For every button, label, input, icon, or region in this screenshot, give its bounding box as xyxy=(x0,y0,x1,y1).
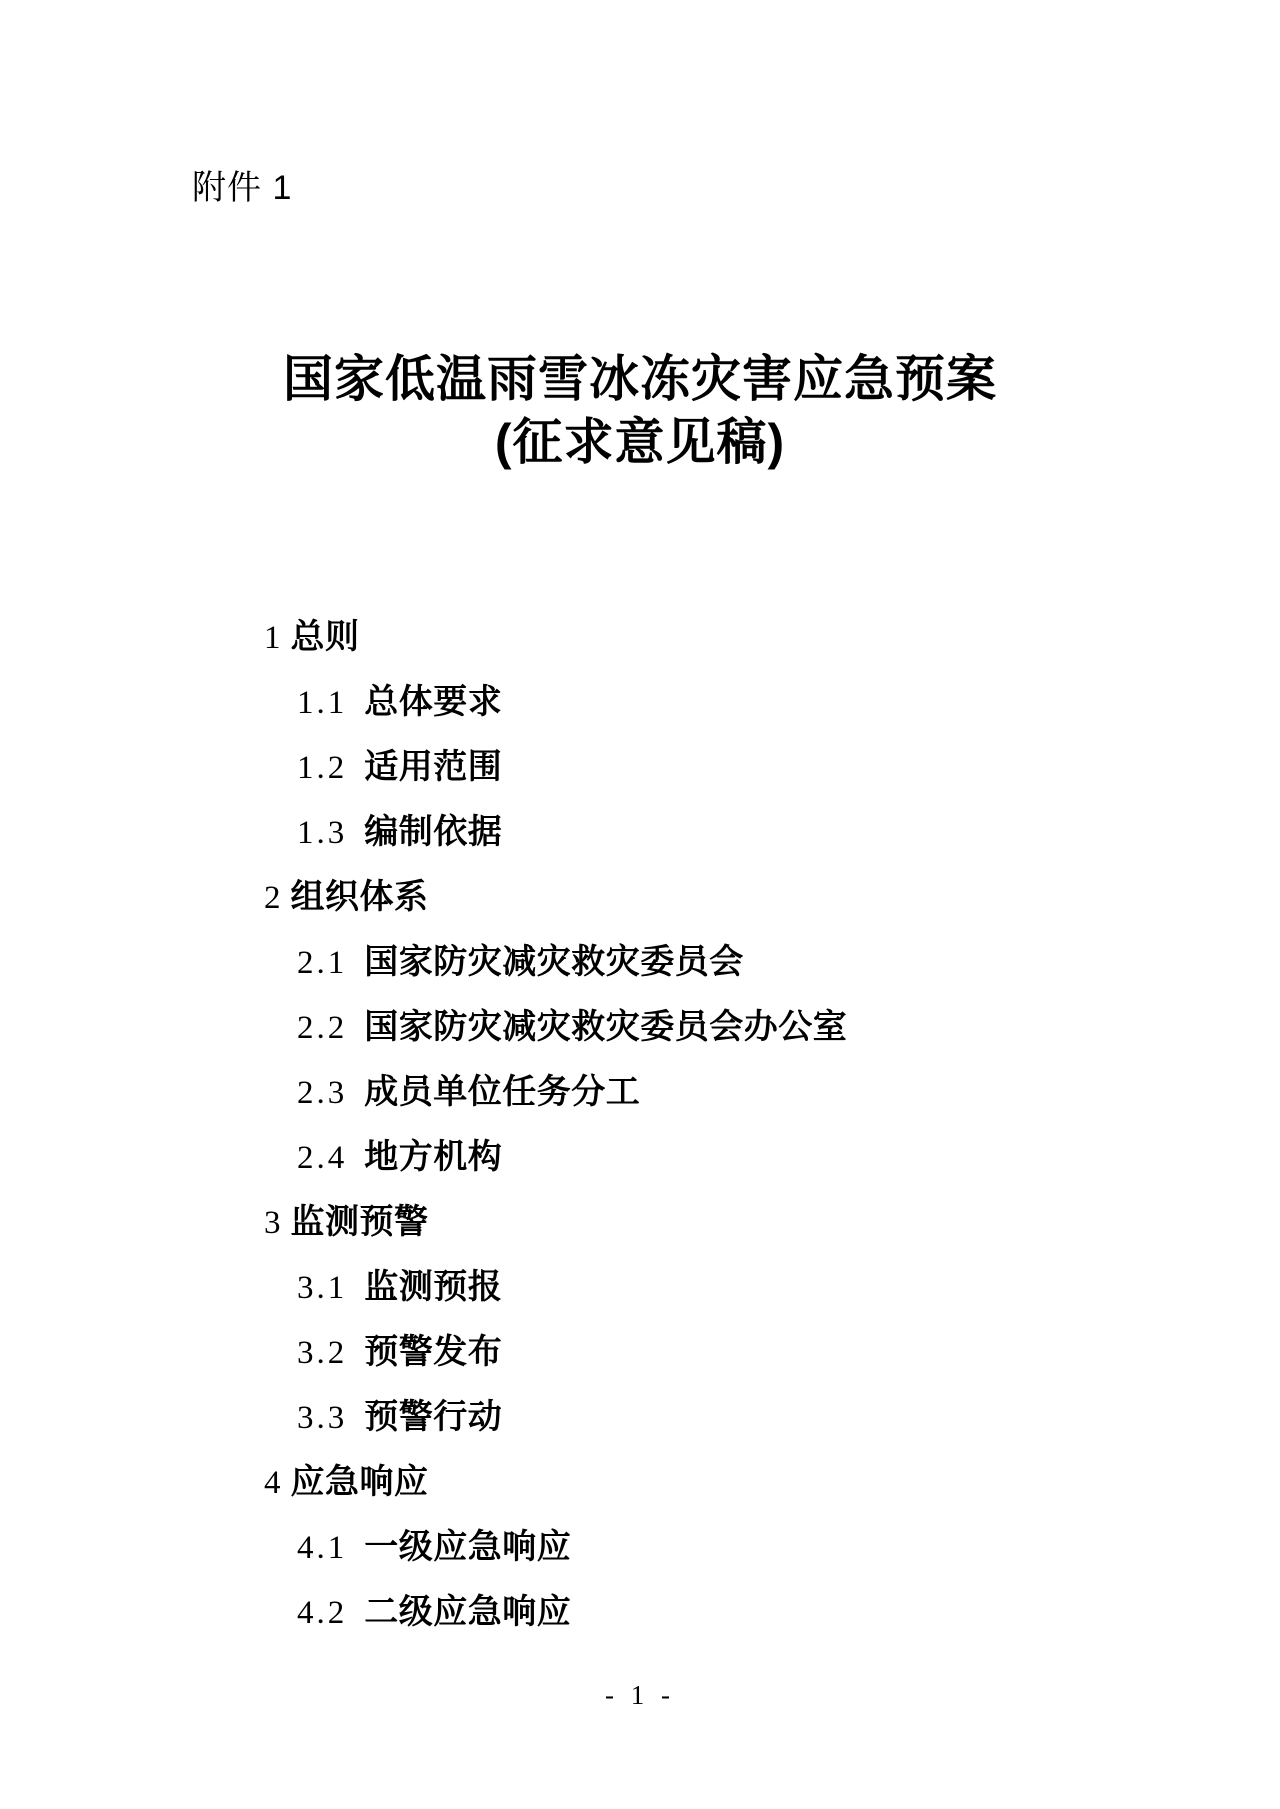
toc-entry-3-1 xyxy=(0,1255,1280,1320)
toc-entry-number: 3.1 xyxy=(297,1270,348,1306)
toc-entry-3-2 xyxy=(0,1320,1280,1385)
toc-entry-number: 2.3 xyxy=(297,1075,348,1111)
toc-entry-label: 一级应急响应 xyxy=(364,1528,572,1566)
toc-entry-label: 适用范围 xyxy=(364,748,503,786)
toc-entry-label: 总则 xyxy=(290,618,360,656)
toc-entry-label: 组织体系 xyxy=(290,878,429,916)
toc-entry-number: 1.2 xyxy=(297,750,348,786)
toc-entry-label: 预警行动 xyxy=(364,1398,503,1436)
toc-entry-number: 4 xyxy=(264,1465,281,1501)
toc-entry-2-3 xyxy=(0,1060,1280,1125)
toc-entry-label: 编制依据 xyxy=(364,813,503,851)
toc-entry-4-1 xyxy=(0,1515,1280,1580)
document-title xyxy=(0,348,1280,474)
attachment-label: 附件 1 xyxy=(192,169,293,207)
toc-entry-number: 1.1 xyxy=(297,685,348,721)
toc-entry-number: 2.2 xyxy=(297,1010,348,1046)
toc-entry-4 xyxy=(0,1450,1280,1515)
toc-entry-label: 预警发布 xyxy=(364,1333,503,1371)
toc-entry-number: 3 xyxy=(264,1205,281,1241)
toc-entry-3-3 xyxy=(0,1385,1280,1450)
toc-entry-number: 3.2 xyxy=(297,1335,348,1371)
toc-entry-4-2 xyxy=(0,1580,1280,1645)
toc-entry-2-2 xyxy=(0,995,1280,1060)
toc-entry-number: 4.2 xyxy=(297,1595,348,1631)
toc-entry-number: 1.3 xyxy=(297,815,348,851)
toc-entry-2-4 xyxy=(0,1125,1280,1190)
toc-entry-number: 2 xyxy=(264,880,281,916)
table-of-contents xyxy=(0,605,1280,1645)
toc-entry-label: 应急响应 xyxy=(290,1463,429,1501)
toc-entry-2 xyxy=(0,865,1280,930)
document-title-line2: (征求意见稿) xyxy=(494,414,786,470)
toc-entry-label: 国家防灾减灾救灾委员会 xyxy=(364,943,744,981)
document-title-line1: 国家低温雨雪冰冻灾害应急预案 xyxy=(283,351,997,407)
toc-entry-label: 监测预警 xyxy=(290,1203,429,1241)
toc-entry-label: 监测预报 xyxy=(364,1268,503,1306)
toc-entry-1-3 xyxy=(0,800,1280,865)
toc-entry-label: 国家防灾减灾救灾委员会办公室 xyxy=(364,1008,848,1046)
toc-entry-number: 4.1 xyxy=(297,1530,348,1566)
toc-entry-3 xyxy=(0,1190,1280,1255)
toc-entry-2-1 xyxy=(0,930,1280,995)
toc-entry-label: 地方机构 xyxy=(364,1138,503,1176)
page-number: - 1 - xyxy=(605,1680,675,1710)
toc-entry-number: 3.3 xyxy=(297,1400,348,1436)
toc-entry-1 xyxy=(0,605,1280,670)
toc-entry-label: 二级应急响应 xyxy=(364,1593,572,1631)
toc-entry-label: 总体要求 xyxy=(364,683,503,721)
toc-entry-number: 1 xyxy=(264,620,281,656)
toc-entry-1-1 xyxy=(0,670,1280,735)
toc-entry-number: 2.1 xyxy=(297,945,348,981)
toc-entry-1-2 xyxy=(0,735,1280,800)
toc-entry-number: 2.4 xyxy=(297,1140,348,1176)
toc-entry-label: 成员单位任务分工 xyxy=(364,1073,641,1111)
